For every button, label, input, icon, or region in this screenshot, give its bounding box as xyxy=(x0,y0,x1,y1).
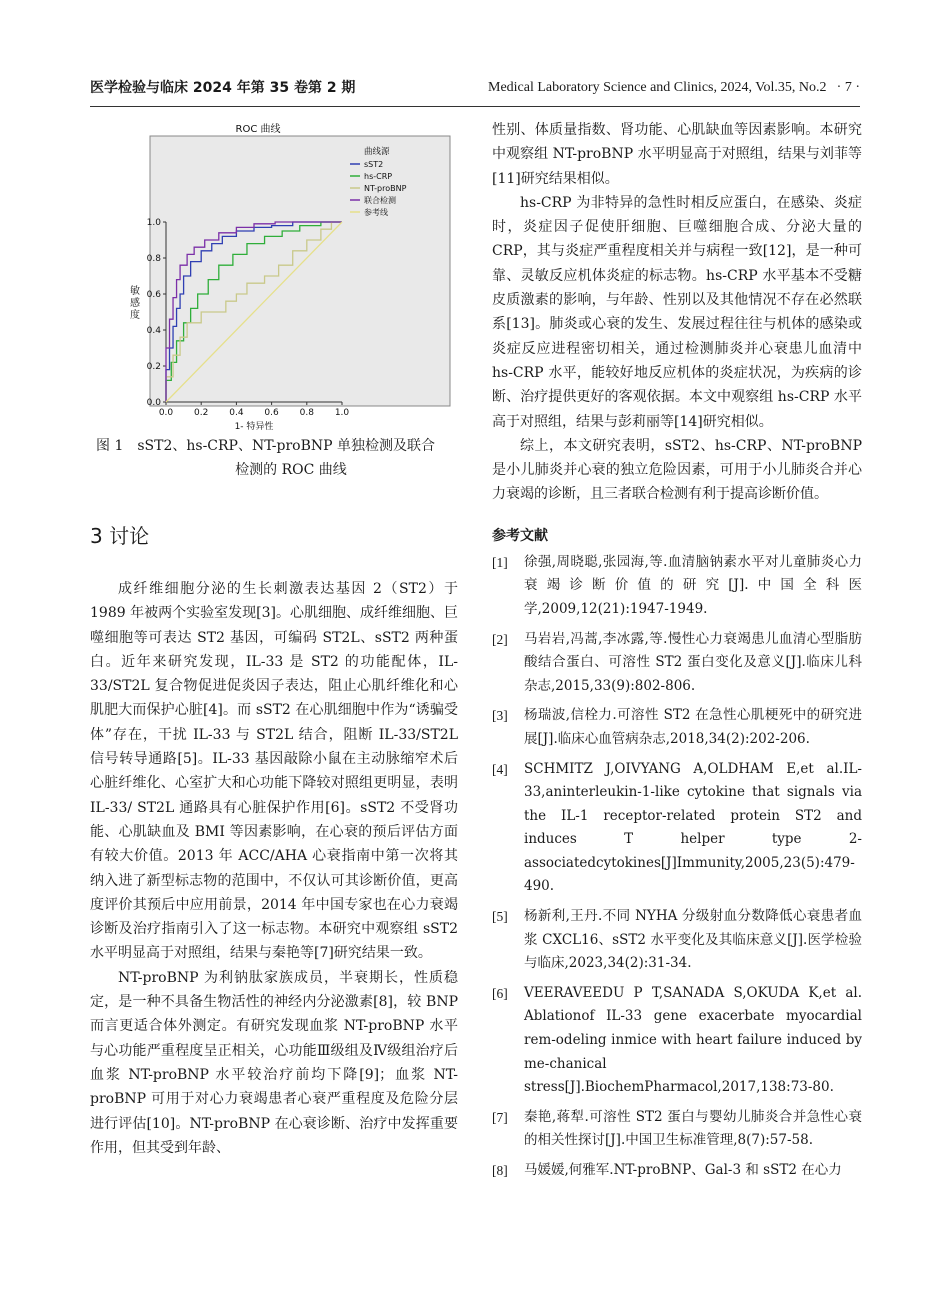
reference-item xyxy=(492,551,862,622)
reference-text: 杨瑞波,信栓力.可溶性 ST2 在急性心肌梗死中的研究进展[J].临床心血管病杂志,2018,34(2):202-206. xyxy=(524,707,862,747)
y-tick-label: 0.2 xyxy=(146,362,161,372)
caption-line-1: 图 1 sST2、hs-CRP、NT-proBNP 单独检测及联合 xyxy=(96,438,435,454)
reference-number: [2] xyxy=(492,631,508,647)
journal-name-en: Medical Laboratory Science and Clinics, 2024, Vol.35, No.2 xyxy=(488,80,827,95)
reference-number: [4] xyxy=(492,761,508,777)
legend-label: 联合检测 xyxy=(364,196,396,205)
page-number: · 7 · xyxy=(836,80,860,95)
x-tick-label: 0.4 xyxy=(229,408,244,418)
y-axis-label: 敏感度 xyxy=(130,286,140,321)
header-rule xyxy=(90,106,860,107)
x-tick-label: 1.0 xyxy=(334,408,350,418)
reference-item xyxy=(492,628,862,699)
paragraph-continued: 性别、体质量指数、肾功能、心肌缺血等因素影响。本研究中观察组 NT-proBNP 水平明显高于对照组，结果与刘菲等[11]研究结果相似。 xyxy=(492,122,862,187)
reference-text: SCHMITZ J,OIVYANG A,OLDHAM E,et al.IL-33,aninterleukin-1-like cytokine that signals via the IL-1 receptor-related protein ST2 and induces T helper type 2-associatedcytokines[J]Immunity,2005,23(5):479-490. xyxy=(524,760,862,895)
y-tick-label: 0.8 xyxy=(146,254,161,264)
reference-text: 马岩岩,冯蒿,李冰露,等.慢性心力衰竭患儿血清心型脂肪酸结合蛋白、可溶性 ST2 蛋白变化及意义[J].临床儿科杂志,2015,33(9):802-806. xyxy=(524,630,862,694)
y-tick-label: 0.0 xyxy=(146,398,161,408)
reference-item xyxy=(492,1106,862,1153)
caption-line-2: 检测的 ROC 曲线 xyxy=(235,462,347,478)
roc-figure xyxy=(108,116,453,446)
reference-item xyxy=(492,905,862,976)
roc-chart xyxy=(108,116,453,434)
legend-label: sST2 xyxy=(364,160,384,169)
paragraph-hscrp: hs-CRP 为非特异的急性时相反应蛋白，在感染、炎症时，炎症因子促使肝细胞、巨噬细胞合成、分泌大量的 CRP，其与炎症严重程度相关并与病程一致[12]，是一种可靠、灵敏反应机体炎症的标志物。hs-CRP 水平基本不受糖皮质激素的影响，与年龄、性别以及其他情况不存在必然联系[13]。肺炎或心衰的发生、发展过程往往与机体的感染或炎症反应进程密切相关，通过检测肺炎并心衰患儿血清中 hs-CRP 水平，能较好地反应机体的炎症状况，为疾病的诊断、治疗提供更好的客观依据。本文中观察组 hs-CRP 水平高于对照组，结果与彭莉丽等[14]研究相似。 xyxy=(492,194,862,430)
chart-panel xyxy=(150,136,450,406)
reference-number: [6] xyxy=(492,985,508,1001)
y-tick-label: 0.4 xyxy=(146,326,161,336)
chart-title: ROC 曲线 xyxy=(235,124,281,135)
x-tick-label: 0.8 xyxy=(299,408,314,418)
paragraph-st2: 成纤维细胞分泌的生长刺激表达基因 2（ST2）于 1989 年被两个实验室发现[3]。心肌细胞、成纤维细胞、巨噬细胞等可表达 ST2 基因，可编码 ST2L、sST2 两种蛋白。近年来研究发现，IL-33 是 ST2 的功能配体，IL-33/ST2L 复合物促进促炎因子表达，阻止心肌纤维化和心肌肥大而保护心脏[4]。而 sST2 在心肌细胞中作为“诱骗受体”存在，干扰 IL-33 与 ST2L 结合，阻断 IL-33/ST2L 信号转导通路[5]。IL-33 基因敲除小鼠在主动脉缩窄术后心脏纤维化、心室扩大和心功能下降较对照组更明显，表明 IL-33/ ST2L 通路具有心脏保护作用[6]。sST2 不受肾功能、心肌缺血及 BMI 等因素影响，在心衰的预后评估方面有较大价值。2013 年 ACC/AHA 心衰指南中第一次将其纳入进了新型标志物的范围中，不仅认可其诊断价值，更高度评价其预后中应用前景，2014 年中国专家也在心力衰竭诊断及治疗指南引入了这一标志物。本研究中观察组 sST2 水平明显高于对照组，结果与秦艳等[7]研究结果一致。 xyxy=(90,581,458,962)
reference-number: [7] xyxy=(492,1109,508,1125)
legend-label: hs-CRP xyxy=(364,172,393,181)
reference-number: [1] xyxy=(492,554,508,570)
legend-label: 参考线 xyxy=(364,208,388,217)
references-title: 参考文献 xyxy=(492,527,548,544)
reference-item xyxy=(492,1159,862,1183)
right-column xyxy=(492,118,862,1189)
reference-number: [8] xyxy=(492,1163,508,1178)
reference-item xyxy=(492,704,862,751)
reference-item xyxy=(492,758,862,900)
reference-text: 徐强,周晓聪,张园海,等.血清脑钠素水平对儿童肺炎心力衰竭诊断价值的研究[J].中国全科医学,2009,12(21):1947-1949. xyxy=(524,553,862,617)
reference-item xyxy=(492,982,862,1100)
paragraph-ntprobnp: NT-proBNP 为利钠肽家族成员，半衰期长，性质稳定，是一种不具备生物活性的神经内分泌激素[8]，较 BNP 而言更适合体外测定。有研究发现血浆 NT-proBNP 水平与心功能严重程度呈正相关，心功能Ⅲ级组及Ⅳ级组治疗后血浆 NT-proBNP 水平较治疗前均下降[9]；血浆 NT-proBNP 可用于对心力衰竭患者心衰严重程度及危险分层进行评估[10]。NT-proBNP 在心衰诊断、治疗中发挥重要作用，但其受到年龄、 xyxy=(90,969,458,1156)
running-header xyxy=(90,78,860,100)
reference-number: [3] xyxy=(492,708,508,724)
y-tick-label: 0.6 xyxy=(146,290,161,300)
x-tick-label: 0.6 xyxy=(264,408,279,418)
paragraph-conclusion: 综上，本文研究表明，sST2、hs-CRP、NT-proBNP 是小儿肺炎并心衰的独立危险因素，可用于小儿肺炎合并心力衰竭的诊断，且三者联合检测有利于提高诊断价值。 xyxy=(492,437,862,503)
legend-label: NT-proBNP xyxy=(364,184,407,193)
x-tick-label: 0.2 xyxy=(194,408,209,418)
reference-number: [5] xyxy=(492,909,508,925)
journal-name-cn: 医学检验与临床 2024 年第 35 卷第 2 期 xyxy=(90,80,356,96)
reference-list xyxy=(492,551,862,1183)
section-title: 3 讨论 xyxy=(90,524,150,548)
x-tick-label: 0.0 xyxy=(158,408,174,418)
y-tick-label: 1.0 xyxy=(146,218,161,228)
figure-caption xyxy=(96,434,456,482)
legend-title: 曲线源 xyxy=(364,147,390,157)
left-column xyxy=(90,520,458,1160)
reference-text: VEERAVEEDU P T,SANADA S,OKUDA K,et al. Ablationof IL-33 gene exacerbate myocardial rem-odeling inmice with heart failure induced by me-chanical stress[J].BiochemPharmacol,2017,138:73-80. xyxy=(524,984,862,1096)
reference-text: 杨新利,王丹.不同 NYHA 分级射血分数降低心衰患者血浆 CXCL16、sST2 水平变化及其临床意义[J].医学检验与临床,2023,34(2):31-34. xyxy=(524,908,862,972)
x-axis-label: 1- 特异性 xyxy=(234,422,274,432)
reference-text: 秦艳,蒋犁.可溶性 ST2 蛋白与婴幼儿肺炎合并急性心衰的相关性探讨[J].中国卫生标准管理,8(7):57-58. xyxy=(524,1108,862,1149)
reference-text: 马媛媛,何雅军.NT-proBNP、Gal-3 和 sST2 在心力 xyxy=(524,1162,842,1178)
